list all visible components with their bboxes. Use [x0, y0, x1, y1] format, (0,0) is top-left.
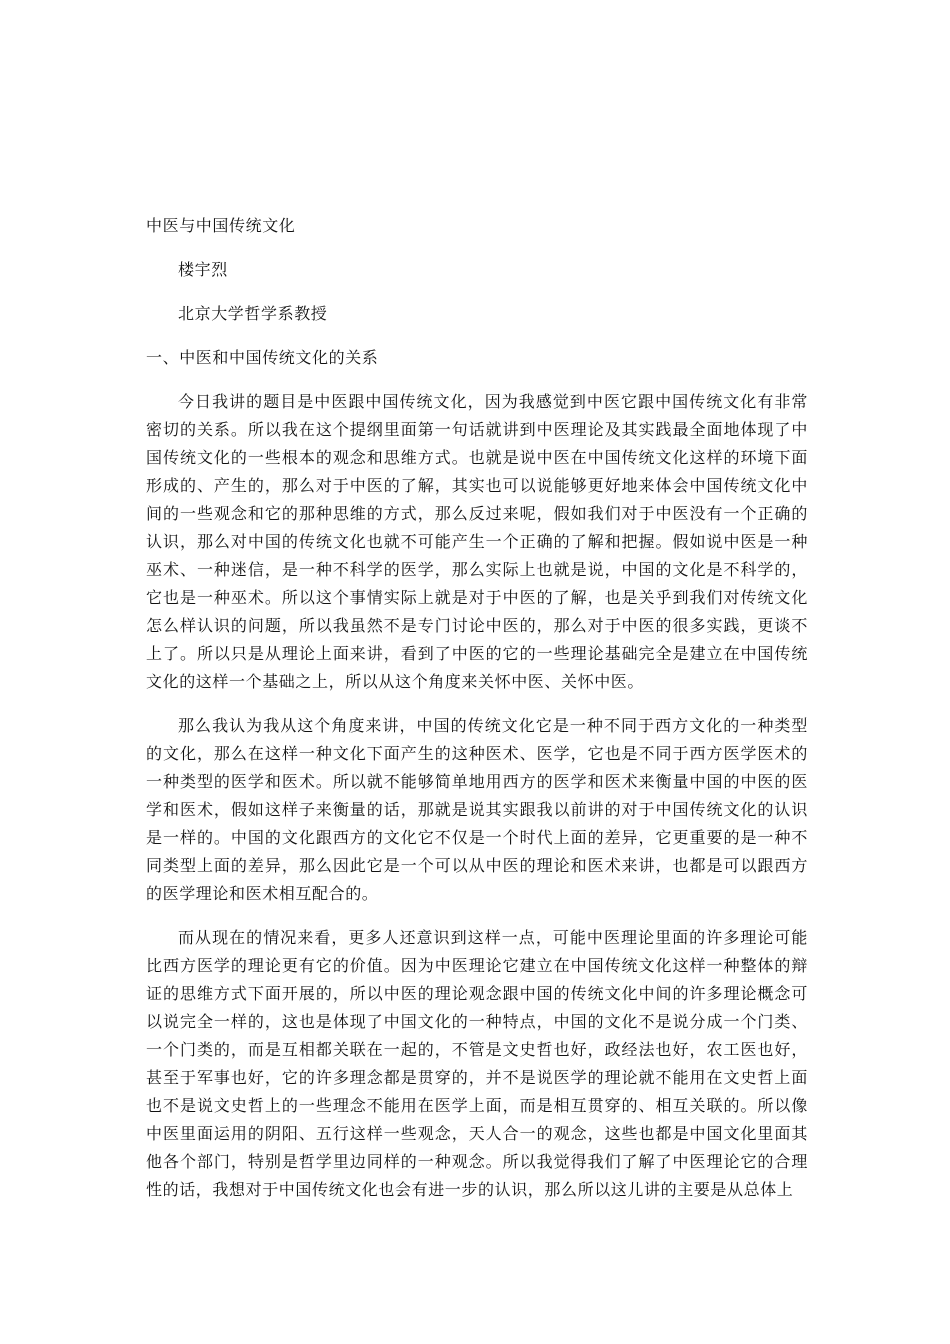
author-affiliation: 北京大学哲学系教授: [178, 304, 328, 323]
paragraph-line: 的文化，那么在这样一种文化下面产生的这种医术、医学，它也是不同于西方医学医术的: [146, 744, 808, 763]
paragraph-line: 国传统文化的一些根本的观念和思维方式。也就是说中医在中国传统文化这样的环境下面: [146, 448, 808, 467]
paragraphs: [146, 388, 808, 1204]
paragraph-line: 文化的这样一个基础之上，所以从这个角度来关怀中医、关怀中医。: [146, 672, 645, 691]
spacer: [146, 328, 808, 344]
paragraph-line: 而从现在的情况来看，更多人还意识到这样一点，可能中医理论里面的许多理论可能: [178, 928, 808, 947]
paragraph-line: 比西方医学的理论更有它的价值。因为中医理论它建立在中国传统文化这样一种整体的辩: [146, 956, 808, 975]
spacer: [146, 284, 808, 300]
paragraph-line: 也不是说文史哲上的一些理念不能用在医学上面，而是相互贯穿的、相互关联的。所以像: [146, 1096, 808, 1115]
paragraph-line: 它也是一种巫术。所以这个事情实际上就是对于中医的了解，也是关乎到我们对传统文化: [146, 588, 808, 607]
paragraph-line: 是一样的。中国的文化跟西方的文化它不仅是一个时代上面的差异，它更重要的是一种不: [146, 828, 808, 847]
author-name: 楼宇烈: [178, 260, 228, 279]
section-heading: 一、中医和中国传统文化的关系: [146, 348, 379, 367]
paragraph-line: 间的一些观念和它的那种思维的方式，那么反过来呢，假如我们对于中医没有一个正确的: [146, 504, 808, 523]
paragraph-line: 证的思维方式下面开展的，所以中医的理论观念跟中国的传统文化中间的许多理论概念可: [146, 984, 808, 1003]
paragraph-line: 同类型上面的差异，那么因此它是一个可以从中医的理论和医术来讲，也都是可以跟西方: [146, 856, 808, 875]
spacer: [146, 696, 808, 712]
paragraph-line: 中医里面运用的阴阳、五行这样一些观念，天人合一的观念，这些也都是中国文化里面其: [146, 1124, 808, 1143]
paragraph-line: 那么我认为我从这个角度来讲，中国的传统文化它是一种不同于西方文化的一种类型: [178, 716, 808, 735]
paragraph-line: 怎么样认识的问题，所以我虽然不是专门讨论中医的，那么对于中医的很多实践，更谈不: [146, 616, 808, 635]
paragraph-line: 学和医术，假如这样子来衡量的话，那就是说其实跟我以前讲的对于中国传统文化的认识: [146, 800, 808, 819]
paragraph-line: 的医学理论和医术相互配合的。: [146, 884, 379, 903]
paragraph: [146, 712, 808, 908]
paragraph-line: 甚至于军事也好，它的许多理念都是贯穿的，并不是说医学的理论就不能用在文史哲上面: [146, 1068, 808, 1087]
document-body: [146, 212, 808, 1204]
paragraph-line: 上了。所以只是从理论上面来讲，看到了中医的它的一些理论基础完全是建立在中国传统: [146, 644, 808, 663]
paragraph-line: 密切的关系。所以我在这个提纲里面第一句话就讲到中医理论及其实践最全面地体现了中: [146, 420, 808, 439]
document-title: 中医与中国传统文化: [146, 216, 296, 235]
paragraph-line: 一个门类的，而是互相都关联在一起的，不管是文史哲也好，政经法也好，农工医也好，: [146, 1040, 808, 1059]
paragraph-line: 形成的、产生的，那么对于中医的了解，其实也可以说能够更好地来体会中国传统文化中: [146, 476, 808, 495]
paragraph-line: 巫术、一种迷信，是一种不科学的医学，那么实际上也就是说，中国的文化是不科学的，: [146, 560, 808, 579]
paragraph-line: 他各个部门，特别是哲学里边同样的一种观念。所以我觉得我们了解了中医理论它的合理: [146, 1152, 808, 1171]
spacer: [146, 908, 808, 924]
paragraph-line: 以说完全一样的，这也是体现了中国文化的一种特点，中国的文化不是说分成一个门类、: [146, 1012, 808, 1031]
paragraph-line: 一种类型的医学和医术。所以就不能够简单地用西方的医学和医术来衡量中国的中医的医: [146, 772, 808, 791]
paragraph-line: 性的话，我想对于中国传统文化也会有进一步的认识，那么所以这儿讲的主要是从总体上: [146, 1180, 794, 1199]
spacer: [146, 372, 808, 388]
paragraph: [146, 924, 808, 1204]
paragraph: [146, 388, 808, 696]
spacer: [146, 240, 808, 256]
paragraph-line: 今日我讲的题目是中医跟中国传统文化，因为我感觉到中医它跟中国传统文化有非常: [178, 392, 808, 411]
paragraph-line: 认识，那么对中国的传统文化也就不可能产生一个正确的了解和把握。假如说中医是一种: [146, 532, 808, 551]
